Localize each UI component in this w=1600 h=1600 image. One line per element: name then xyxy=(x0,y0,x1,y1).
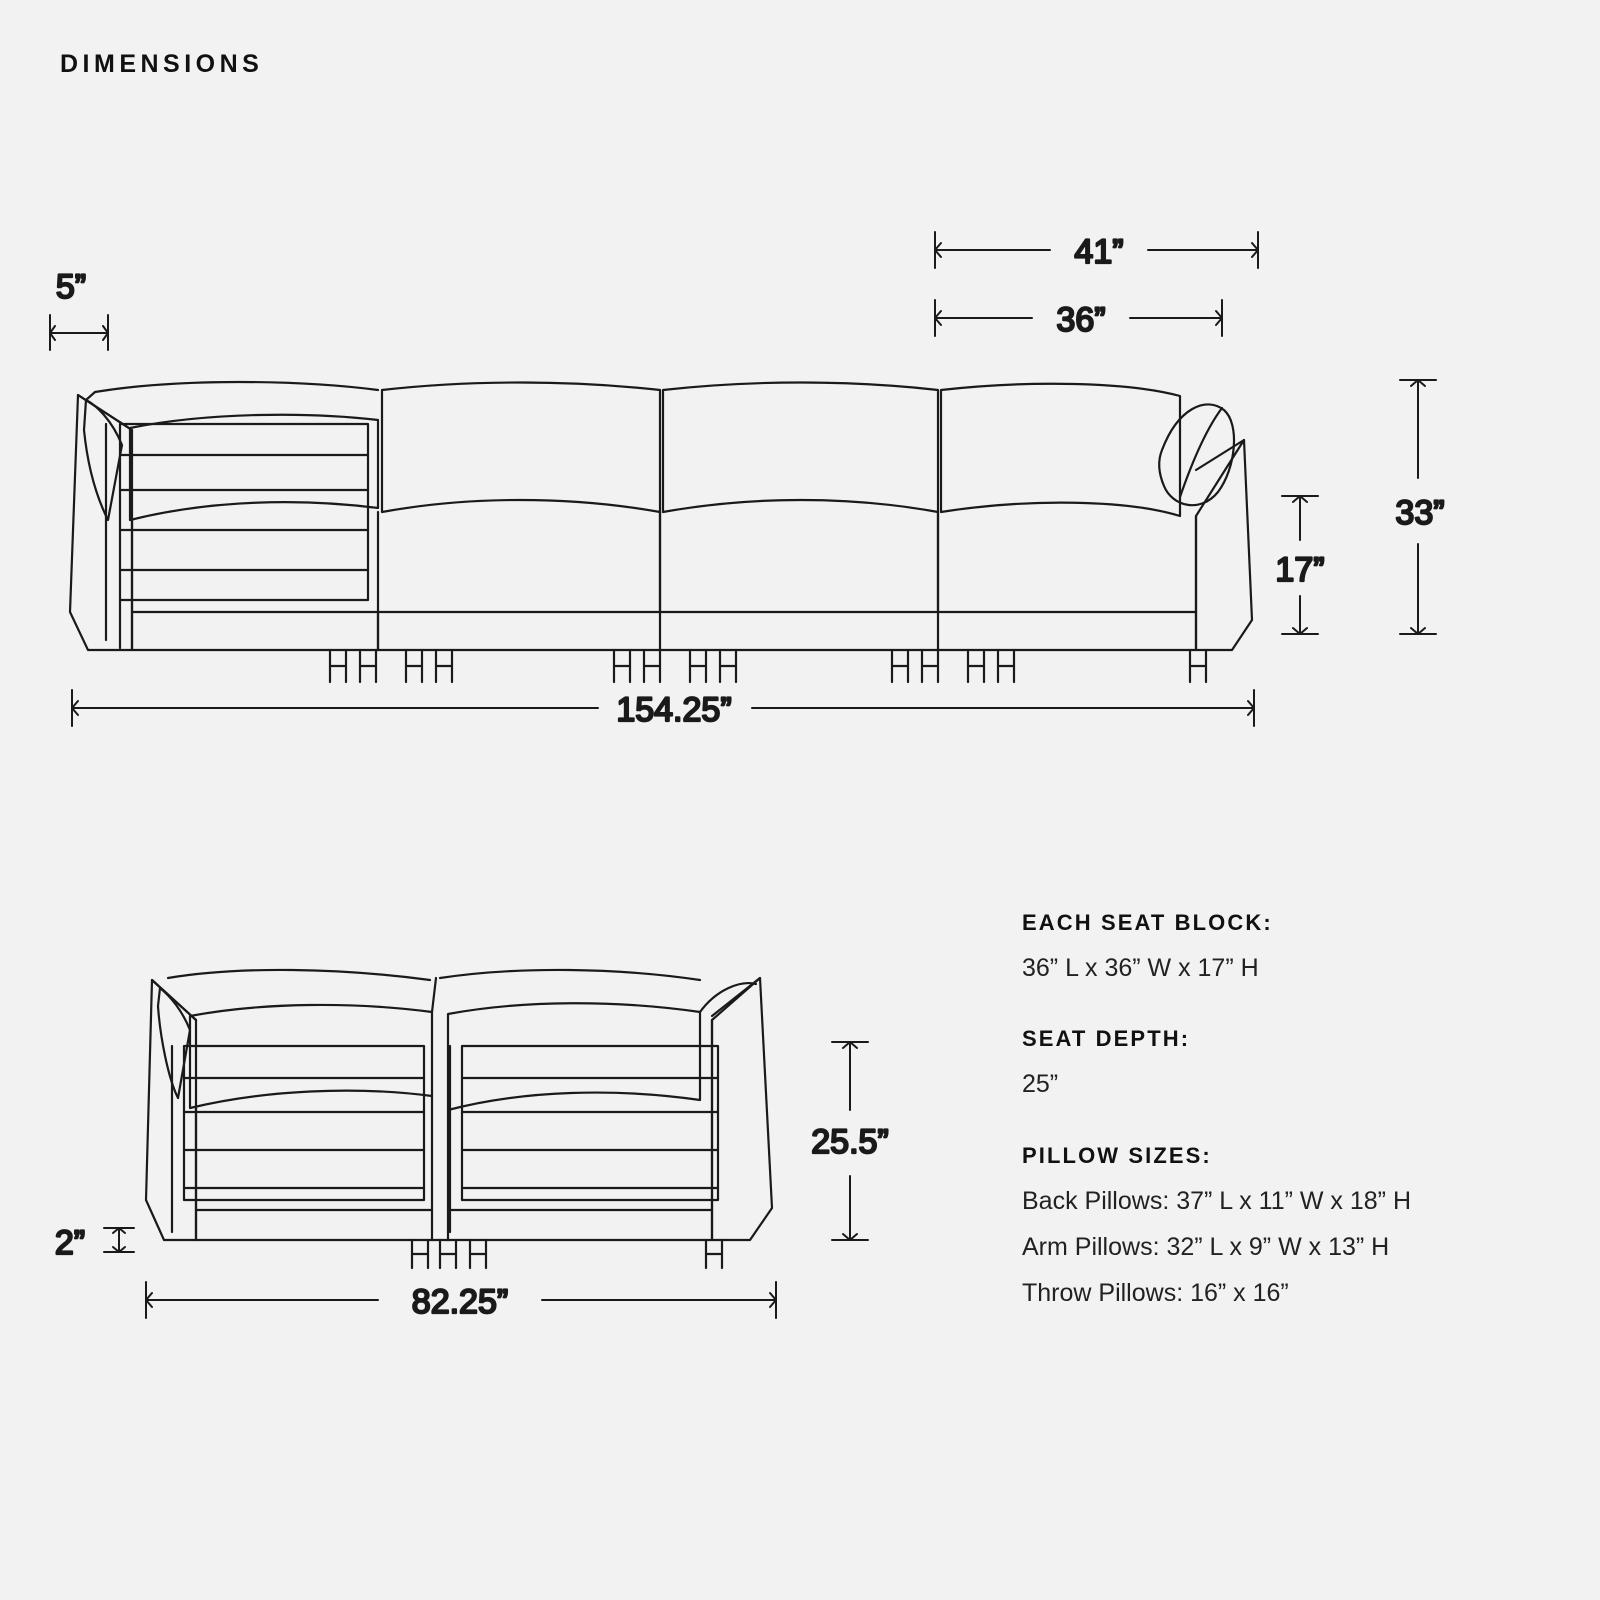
front-view-dimension-lines xyxy=(50,232,1436,726)
spec-heading-pillow-sizes: PILLOW SIZES: xyxy=(1022,1142,1212,1168)
side-view-sofa xyxy=(146,970,772,1268)
spec-heading-seat-depth: SEAT DEPTH: xyxy=(1022,1026,1191,1052)
dim-label-total-depth: 82.25” xyxy=(411,1283,509,1321)
spec-list xyxy=(1022,910,1542,1321)
spec-heading-seat-block: EACH SEAT BLOCK: xyxy=(1022,910,1273,935)
dim-label-total-width: 154.25” xyxy=(616,691,732,729)
dim-label-module-outer-width: 41” xyxy=(1074,233,1124,271)
spec-value-throw-pillows: Throw Pillows: 16” x 16” xyxy=(1022,1279,1289,1307)
front-view-sofa xyxy=(70,382,1252,682)
dim-label-arm-pillow-depth: 5” xyxy=(55,268,87,306)
dim-label-leg-height: 2” xyxy=(54,1224,86,1262)
spec-value-back-pillows: Back Pillows: 37” L x 11” W x 18” H xyxy=(1022,1186,1412,1215)
spec-group-seat-block xyxy=(1022,910,1542,986)
spec-value-arm-pillows: Arm Pillows: 32” L x 9” W x 13” H xyxy=(1022,1232,1390,1261)
spec-group-seat-depth xyxy=(1022,1026,1542,1102)
spec-group-pillow-sizes xyxy=(1022,1143,1542,1312)
page-title: DIMENSIONS xyxy=(60,50,264,78)
spec-value-seat-block: 36” L x 36” W x 17” H xyxy=(1022,954,1259,982)
dim-label-seat-height: 17” xyxy=(1275,551,1325,589)
dim-label-module-seat-width: 36” xyxy=(1056,301,1106,339)
dim-label-back-height: 25.5” xyxy=(811,1123,889,1161)
dim-label-total-height: 33” xyxy=(1395,494,1445,532)
side-view-dimension-lines xyxy=(104,1042,868,1318)
spec-value-seat-depth: 25” xyxy=(1022,1070,1059,1099)
